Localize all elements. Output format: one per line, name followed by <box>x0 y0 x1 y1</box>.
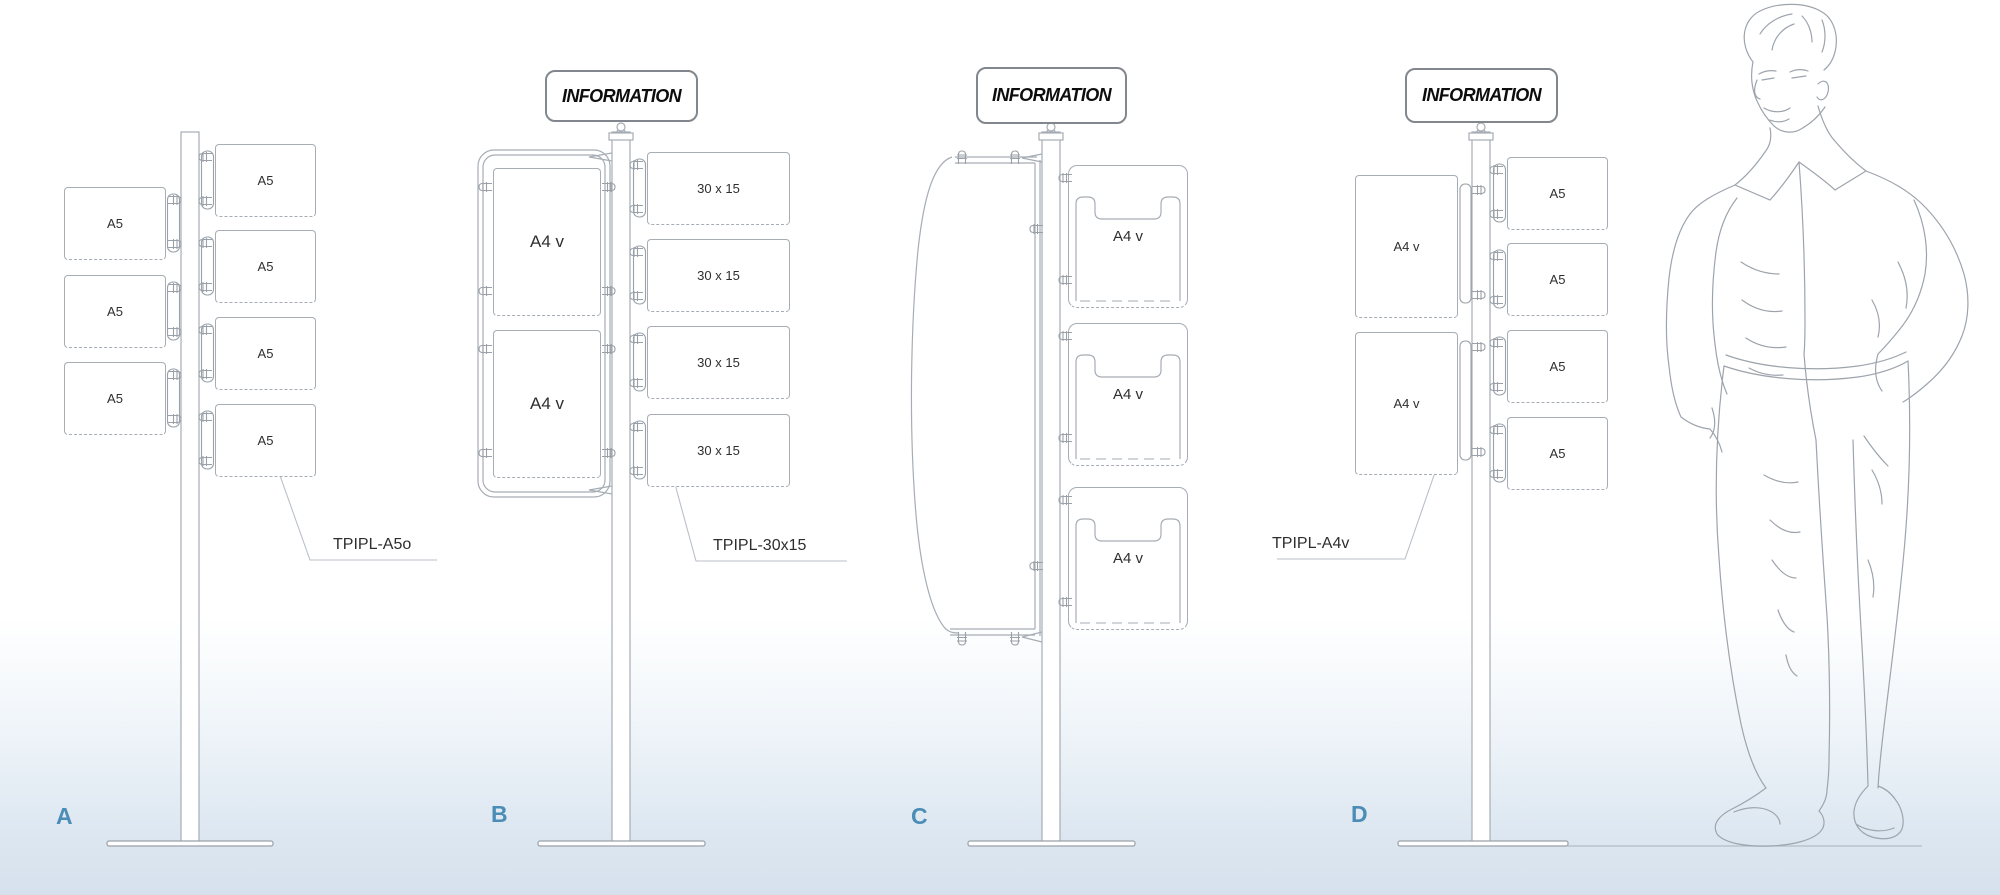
holder-label: 30 x 15 <box>697 355 740 370</box>
panel-label: A4 v <box>1393 396 1420 411</box>
product-code-label: TPIPL-30x15 <box>713 537 807 554</box>
variant-letter-a: A <box>56 803 73 829</box>
holder-label: A5 <box>107 304 123 319</box>
holder-label: A5 <box>1549 446 1566 461</box>
holder-label: 30 x 15 <box>697 443 740 458</box>
pocket-label: A4 v <box>1112 386 1143 403</box>
holder-label: 30 x 15 <box>697 268 740 283</box>
holder-label: A5 <box>1549 272 1566 287</box>
information-sign-label: INFORMATION <box>1421 85 1542 105</box>
holder-label: A5 <box>257 433 274 448</box>
holder-label: A5 <box>257 173 274 188</box>
holder-label: 30 x 15 <box>697 181 740 196</box>
variant-letter-d: D <box>1351 801 1368 827</box>
holder-label: A5 <box>1549 359 1566 374</box>
holder-label: A5 <box>1549 186 1566 201</box>
holder-label: A5 <box>257 346 274 361</box>
pocket-label: A4 v <box>1112 228 1143 245</box>
information-sign-label: INFORMATION <box>561 85 682 106</box>
variant-letter-c: C <box>911 803 928 829</box>
product-code-label: TPIPL-A5o <box>333 536 412 553</box>
pocket-label: A4 v <box>1112 550 1143 567</box>
information-sign-label: INFORMATION <box>991 85 1112 105</box>
holder-label: A5 <box>257 259 274 274</box>
panel-label: A4 v <box>529 232 565 251</box>
holder-label: A5 <box>107 216 123 231</box>
panel-label: A4 v <box>529 394 565 413</box>
product-code-label: TPIPL-A4v <box>1272 535 1350 552</box>
holder-label: A5 <box>107 391 123 406</box>
panel-label: A4 v <box>1393 239 1420 254</box>
variant-letter-b: B <box>491 801 508 827</box>
